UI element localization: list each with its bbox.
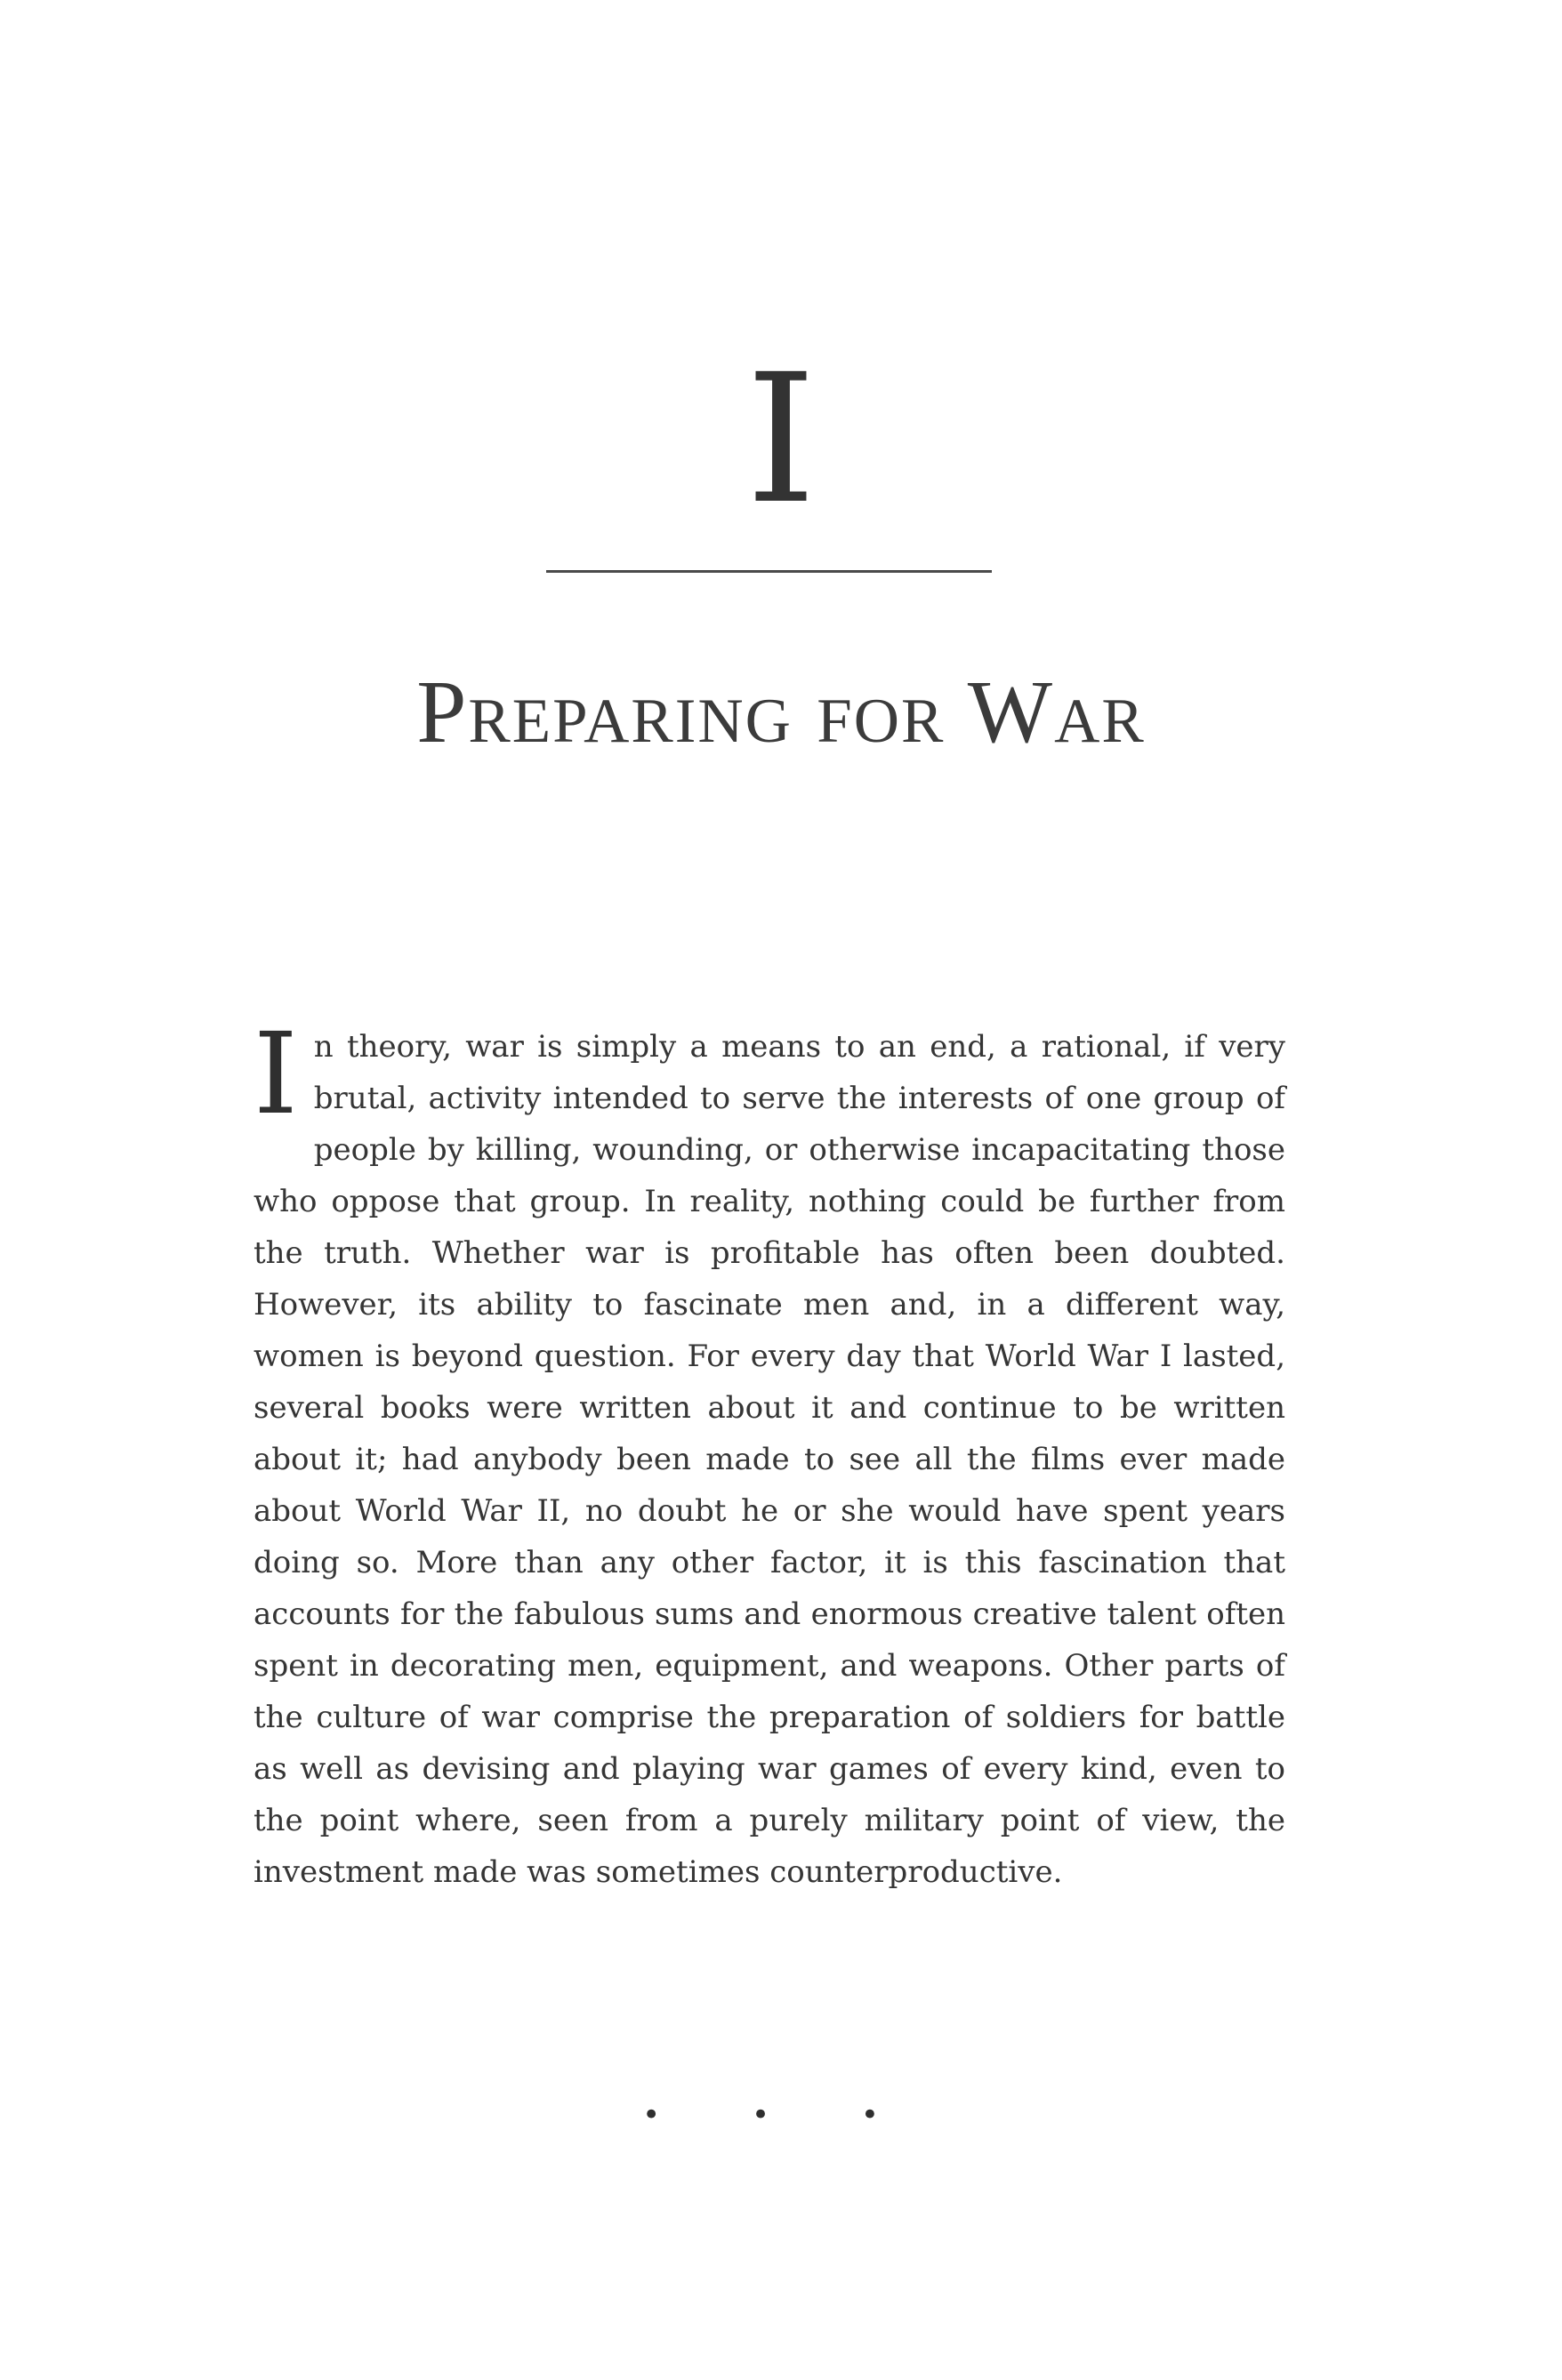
chapter-number: I [745, 336, 817, 543]
paragraph-text: n theory, war is simply a means to an end, a rational, if very brutal, activity intended to serve the interests of one group of people by killing, wounding, or otherwise incapacitating those who oppose that group. In reality, nothing could be further from the truth. Whether war is profitable has often been doubted. However, its ability to fascinate men and, in a different way, women is beyond question. For every day that World War I lasted, several books were written about it and continue to be written about it; had anybody been made to see all the films ever made about World War II, no doubt he or she would have spent years doing so. More than any other factor, it is this fascination that accounts for the fabulous sums and enormous creative talent often spent in decorating men, equipment, and weapons. Other parts of the culture of war comprise the preparation of soldiers for battle as well as devising and playing war games of every kind, even to the point where, seen from a purely military point of view, the investment made was sometimes counterproductive. [254, 1029, 1285, 1890]
drop-cap: I [254, 1009, 298, 1139]
chapter-title: Preparing for War [416, 662, 1146, 761]
body-paragraph [254, 1009, 1285, 1898]
chapter-divider [546, 570, 992, 573]
section-break-ornament: • • • [642, 2097, 920, 2133]
